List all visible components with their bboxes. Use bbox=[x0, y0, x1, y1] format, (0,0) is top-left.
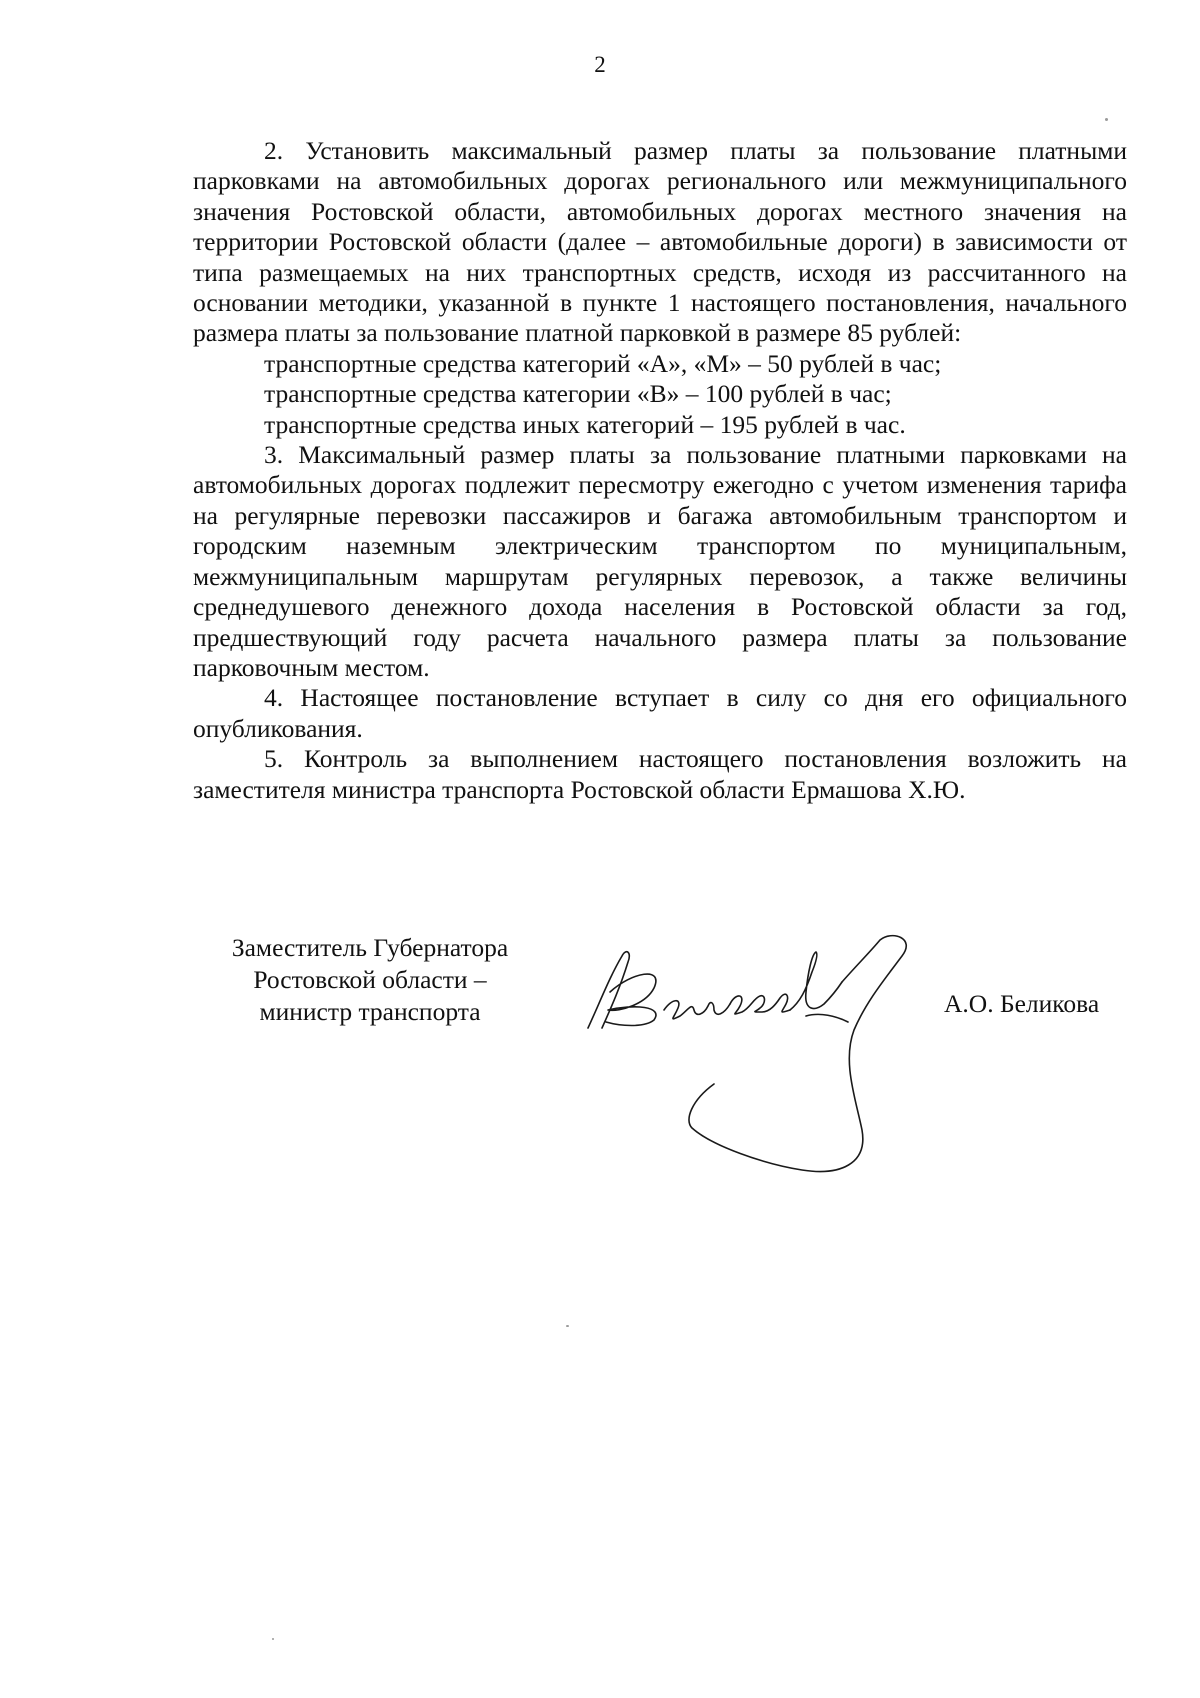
page-number: 2 bbox=[594, 52, 606, 77]
paragraph-3: 3. Максимальный размер платы за пользование платными парковками на автомобильных дорогах подлежит пересмотру ежегодно с учетом изменения тарифа на регулярные перевозки пассажиров и багажа автомобильным транспортом и городским наземным электрическим транспортом по муниципальным, межмуниципальным маршрутам регулярных перевозок, а также величины среднедушевого денежного дохода населения в Ростовской области за год, предшествующий году расчета начального размера платы за пользование парковочным местом. bbox=[193, 440, 1127, 682]
signature-block bbox=[0, 932, 1200, 1192]
document-body bbox=[193, 136, 1127, 805]
paragraph-2: 2. Установить максимальный размер платы за пользование платными парковками на автомобильных дорогах регионального или межмуниципального значения Ростовской области, автомобильных дорогах местного значения на территории Ростовской области (далее – автомобильные дороги) в зависимости от типа размещаемых на них транспортных средств, исходя из рассчитанного на основании методики, указанной в пункте 1 настоящего постановления, начального размера платы за пользование платной парковкой в размере 85 рублей: bbox=[193, 136, 1127, 348]
signer-title bbox=[200, 932, 540, 1028]
handwritten-signature bbox=[580, 932, 940, 1182]
scan-speck bbox=[566, 1325, 569, 1327]
signer-title-line: Ростовской области – bbox=[253, 965, 487, 994]
paragraph-4: 4. Настоящее постановление вступает в силу со дня его официального опубликования. bbox=[193, 683, 1127, 743]
scan-speck bbox=[272, 1638, 274, 1640]
signer-title-line: Заместитель Губернатора bbox=[231, 933, 509, 962]
tariff-category-a-m: транспортные средства категорий «А», «М» – 50 рублей в час; bbox=[264, 348, 942, 378]
tariff-other-categories: транспортные средства иных категорий – 195 рублей в час. bbox=[264, 409, 906, 439]
paragraph-5: 5. Контроль за выполнением настоящего постановления возложить на заместителя министра транспорта Ростовской области Ермашова Х.Ю. bbox=[193, 744, 1127, 804]
scan-speck bbox=[1105, 118, 1108, 121]
signer-name: А.О. Беликова bbox=[944, 989, 1100, 1018]
tariff-category-b: транспортные средства категории «В» – 100 рублей в час; bbox=[264, 379, 892, 409]
signer-title-line: министр транспорта bbox=[259, 997, 481, 1026]
